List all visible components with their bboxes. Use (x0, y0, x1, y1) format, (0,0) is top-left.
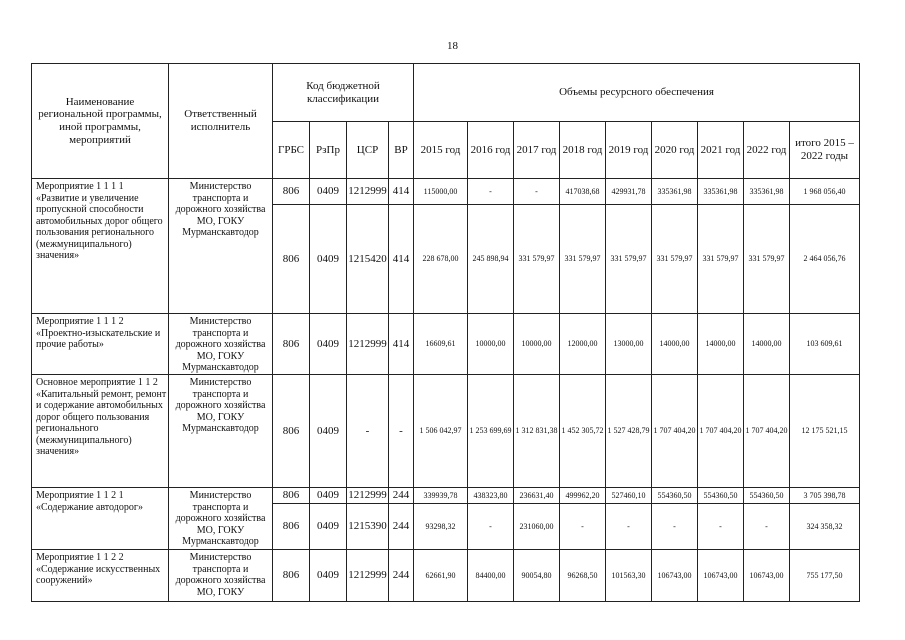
executor: Министерство транспорта и дорожного хозяйства МО, ГОКУ Мурманскавтодор (169, 488, 273, 550)
vr-cell: - (389, 375, 414, 488)
value-cell: 417038,68 (560, 179, 606, 205)
value-cell: 331 579,97 (698, 205, 744, 314)
csr-cell: - (347, 375, 389, 488)
value-cell: - (606, 504, 652, 550)
value-cell: 228 678,00 (414, 205, 468, 314)
grbs-cell: 806 (273, 488, 310, 504)
table-row (32, 179, 860, 205)
grbs-cell: 806 (273, 205, 310, 314)
rzpr-cell: 0409 (310, 504, 347, 550)
value-cell: 236631,40 (514, 488, 560, 504)
grbs-cell: 806 (273, 179, 310, 205)
value-cell: 115000,00 (414, 179, 468, 205)
value-cell: 331 579,97 (514, 205, 560, 314)
header-executor: Ответственный исполнитель (169, 64, 273, 179)
vr-cell: 414 (389, 179, 414, 205)
value-cell: 106743,00 (698, 550, 744, 602)
program-name: Основное мероприятие 1 1 2 «Капитальный ремонт, ремонт и содержание автомобильных дорог общего пользования регионального (межмуниципального) значения» (32, 375, 169, 488)
grbs-cell: 806 (273, 504, 310, 550)
value-cell: 93298,32 (414, 504, 468, 550)
value-cell: 331 579,97 (606, 205, 652, 314)
grbs-cell: 806 (273, 314, 310, 375)
value-cell: 1 452 305,72 (560, 375, 606, 488)
csr-cell: 1212999 (347, 550, 389, 602)
value-cell: 245 898,94 (468, 205, 514, 314)
value-cell: 335361,98 (744, 179, 790, 205)
total-cell: 12 175 521,15 (790, 375, 860, 488)
value-cell: 1 707 404,20 (744, 375, 790, 488)
value-cell: 90054,80 (514, 550, 560, 602)
value-cell: 231060,00 (514, 504, 560, 550)
total-cell: 103 609,61 (790, 314, 860, 375)
header-vr: ВР (389, 122, 414, 179)
value-cell: - (652, 504, 698, 550)
value-cell: 1 506 042,97 (414, 375, 468, 488)
value-cell: 16609,61 (414, 314, 468, 375)
vr-cell: 244 (389, 550, 414, 602)
csr-cell: 1212999 (347, 314, 389, 375)
rzpr-cell: 0409 (310, 488, 347, 504)
value-cell: 438323,80 (468, 488, 514, 504)
value-cell: 10000,00 (468, 314, 514, 375)
grbs-cell: 806 (273, 375, 310, 488)
value-cell: 1 707 404,20 (652, 375, 698, 488)
value-cell: - (514, 179, 560, 205)
header-year: 2017 год (514, 122, 560, 179)
executor: Министерство транспорта и дорожного хозяйства МО, ГОКУ Мурманскавтодор (169, 375, 273, 488)
total-cell: 324 358,32 (790, 504, 860, 550)
value-cell: 335361,98 (652, 179, 698, 205)
total-cell: 1 968 056,40 (790, 179, 860, 205)
value-cell: 554360,50 (744, 488, 790, 504)
executor: Министерство транспорта и дорожного хозяйства МО, ГОКУ Мурманскавтодор (169, 314, 273, 375)
header-rzpr: РзПр (310, 122, 347, 179)
csr-cell: 1215420 (347, 205, 389, 314)
header-csr: ЦСР (347, 122, 389, 179)
value-cell: 84400,00 (468, 550, 514, 602)
header-year: 2021 год (698, 122, 744, 179)
header-year: 2015 год (414, 122, 468, 179)
csr-cell: 1212999 (347, 488, 389, 504)
program-name: Мероприятие 1 1 2 2 «Содержание искусственных сооружений» (32, 550, 169, 602)
value-cell: 429931,78 (606, 179, 652, 205)
rzpr-cell: 0409 (310, 375, 347, 488)
value-cell: 12000,00 (560, 314, 606, 375)
vr-cell: 244 (389, 504, 414, 550)
value-cell: 554360,50 (652, 488, 698, 504)
rzpr-cell: 0409 (310, 550, 347, 602)
header-year: 2018 год (560, 122, 606, 179)
value-cell: 106743,00 (652, 550, 698, 602)
executor: Министерство транспорта и дорожного хозяйства МО, ГОКУ Мурманскавтодор (169, 179, 273, 314)
csr-cell: 1215390 (347, 504, 389, 550)
value-cell: 554360,50 (698, 488, 744, 504)
header-resources: Объемы ресурсного обеспечения (414, 64, 860, 122)
table-row (32, 488, 860, 504)
value-cell: 1 707 404,20 (698, 375, 744, 488)
vr-cell: 244 (389, 488, 414, 504)
header-name: Наименование региональной программы, иной программы, мероприятий (32, 64, 169, 179)
rzpr-cell: 0409 (310, 179, 347, 205)
value-cell: 10000,00 (514, 314, 560, 375)
total-cell: 755 177,50 (790, 550, 860, 602)
value-cell: 331 579,97 (652, 205, 698, 314)
header-year: 2016 год (468, 122, 514, 179)
value-cell: 14000,00 (698, 314, 744, 375)
value-cell: 331 579,97 (560, 205, 606, 314)
total-cell: 3 705 398,78 (790, 488, 860, 504)
value-cell: 527460,10 (606, 488, 652, 504)
program-name: Мероприятие 1 1 1 1 «Развитие и увеличение пропускной способности автомобильных дорог общего пользования регионального (межмуниципального) значения» (32, 179, 169, 314)
rzpr-cell: 0409 (310, 205, 347, 314)
value-cell: 13000,00 (606, 314, 652, 375)
value-cell: 1 527 428,79 (606, 375, 652, 488)
table-row (32, 375, 860, 488)
value-cell: - (744, 504, 790, 550)
value-cell: 499962,20 (560, 488, 606, 504)
page-number: 18 (447, 40, 458, 52)
csr-cell: 1212999 (347, 179, 389, 205)
vr-cell: 414 (389, 314, 414, 375)
header-year: 2020 год (652, 122, 698, 179)
header-year: 2019 год (606, 122, 652, 179)
rzpr-cell: 0409 (310, 314, 347, 375)
value-cell: 62661,90 (414, 550, 468, 602)
value-cell: 106743,00 (744, 550, 790, 602)
header-year: 2022 год (744, 122, 790, 179)
value-cell: - (698, 504, 744, 550)
value-cell: 96268,50 (560, 550, 606, 602)
table-row (32, 314, 860, 375)
value-cell: 14000,00 (744, 314, 790, 375)
vr-cell: 414 (389, 205, 414, 314)
table-row (32, 550, 860, 602)
grbs-cell: 806 (273, 550, 310, 602)
header-budget-code: Код бюджетной классификации (273, 64, 414, 122)
total-cell: 2 464 056,76 (790, 205, 860, 314)
value-cell: 331 579,97 (744, 205, 790, 314)
value-cell: 1 312 831,38 (514, 375, 560, 488)
value-cell: 14000,00 (652, 314, 698, 375)
header-grbs: ГРБС (273, 122, 310, 179)
value-cell: - (560, 504, 606, 550)
header-total: итого 2015 – 2022 годы (790, 122, 860, 179)
value-cell: - (468, 179, 514, 205)
resource-table (31, 63, 860, 602)
value-cell: 101563,30 (606, 550, 652, 602)
value-cell: 1 253 699,69 (468, 375, 514, 488)
program-name: Мероприятие 1 1 2 1 «Содержание автодорог» (32, 488, 169, 550)
executor: Министерство транспорта и дорожного хозяйства МО, ГОКУ (169, 550, 273, 602)
value-cell: 335361,98 (698, 179, 744, 205)
value-cell: - (468, 504, 514, 550)
program-name: Мероприятие 1 1 1 2 «Проектно-изыскательские и прочие работы» (32, 314, 169, 375)
value-cell: 339939,78 (414, 488, 468, 504)
